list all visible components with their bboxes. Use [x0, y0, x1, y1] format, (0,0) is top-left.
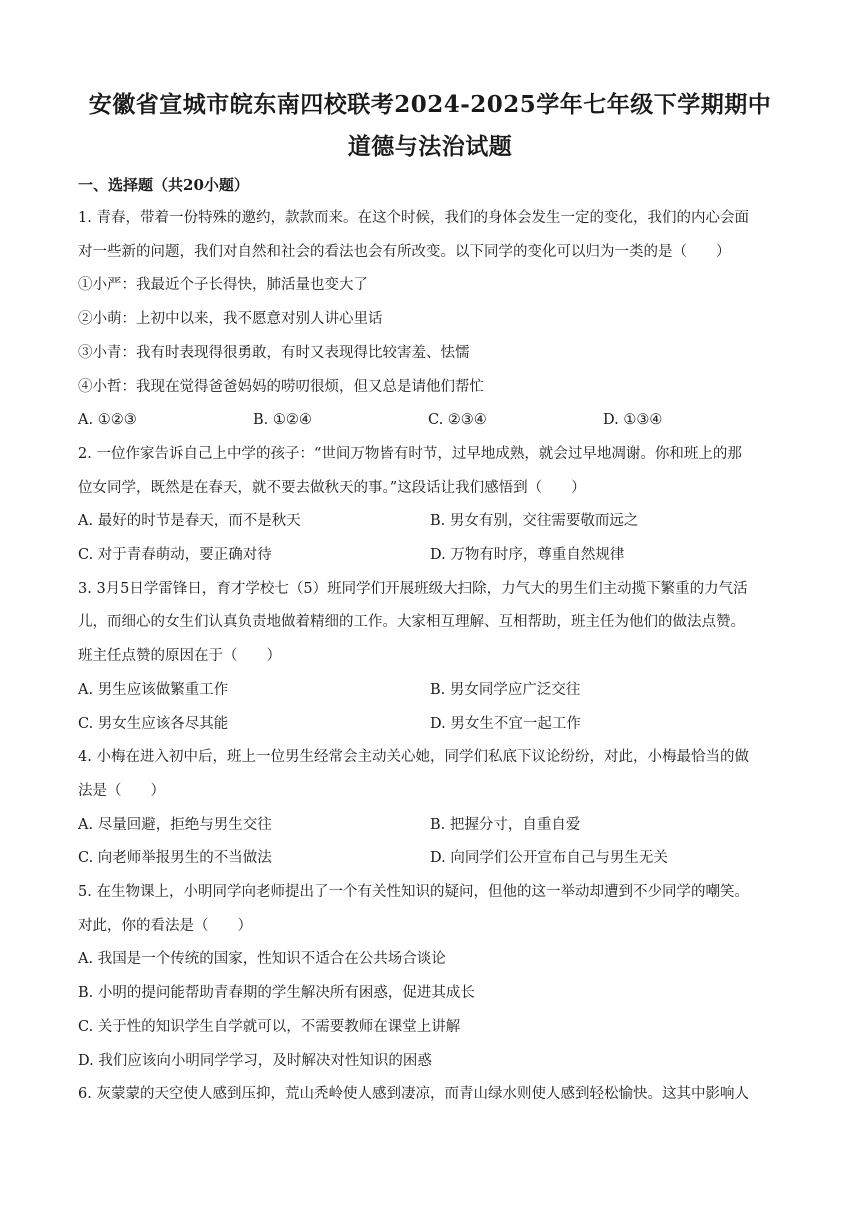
question-2-stem-line-1: 2. 一位作家告诉自己上中学的孩子：“世间万物皆有时节，过早地成熟，就会过早地凋谢。你和班上的那 — [78, 445, 742, 462]
question-2 — [78, 438, 782, 573]
question-4-stem-line-1: 4. 小梅在进入初中后，班上一位男生经常会主动关心她，同学们私底下议论纷纷，对此，小梅最恰当的做 — [78, 749, 749, 766]
option-d: D. 万物有时序，尊重自然规律 — [430, 547, 625, 564]
option-c: C. 男女生应该各尽其能 — [78, 715, 229, 732]
option-c: C. 对于青春萌动，要正确对待 — [78, 547, 272, 564]
exam-title-line-1: 安徽省宣城市皖东南四校联考2024-2025学年七年级下学期期中 — [88, 91, 772, 118]
option-c: C. ②③④ — [428, 412, 487, 429]
question-1-stem-line-2: 对一些新的问题，我们对自然和社会的看法也会有所改变。以下同学的变化可以归为一类的是（ ） — [78, 243, 731, 260]
option-a: A. 最好的时节是春天，而不是秋天 — [78, 513, 301, 530]
question-3-stem-line-2: 儿，而细心的女生们认真负责地做着精细的工作。大家相互理解、互相帮助，班主任为他们的做法点赞。 — [78, 614, 745, 631]
question-3-stem-line-1: 3. 3月5日学雷锋日，育才学校七（5）班同学们开展班级大扫除，力气大的男生们主动揽下繁重的力气活 — [78, 580, 748, 597]
question-4-options-row-1 — [78, 809, 782, 843]
question-3-stem-line-3: 班主任点赞的原因在于（ ） — [78, 648, 281, 665]
question-6-stem-line-1: 6. 灰蒙蒙的天空使人感到压抑，荒山秃岭使人感到凄凉，而青山绿水则使人感到轻松愉快。这其中影响人 — [78, 1086, 749, 1103]
question-2-options-row-1 — [78, 505, 782, 539]
question-4-options-row-2 — [78, 842, 782, 876]
question-5-stem-line-2: 对此，你的看法是（ ） — [78, 917, 252, 934]
option-b: B. 男女同学应广泛交往 — [430, 681, 581, 698]
question-1-stem-line-1: 1. 青春，带着一份特殊的邀约，款款而来。在这个时候，我们的身体会发生一定的变化，我们的内心会面 — [78, 210, 749, 226]
option-d: D. 向同学们公开宣布自己与男生无关 — [430, 850, 668, 867]
option-a: A. ①②③ — [78, 412, 137, 429]
question-1 — [78, 202, 782, 438]
option-b: B. 男女有别，交往需要敬而远之 — [430, 513, 639, 530]
question-4-stem-line-2: 法是（ ） — [78, 782, 165, 799]
question-1-item-1: ①小严：我最近个子长得快，肺活量也变大了 — [78, 277, 368, 294]
question-4 — [78, 741, 782, 876]
question-2-stem-line-2: 位女同学，既然是在春天，就不要去做秋天的事。”这段话让我们感悟到（ ） — [78, 479, 586, 496]
option-c: C. 向老师举报男生的不当做法 — [78, 850, 272, 867]
section-heading: 一、选择题（共20小题） — [78, 176, 249, 194]
option-d: D. ①③④ — [603, 412, 663, 429]
question-5 — [78, 876, 782, 1078]
option-d: D. 男女生不宜一起工作 — [430, 715, 581, 732]
option-d: D. 我们应该向小明同学学习，及时解决对性知识的困惑 — [78, 1052, 432, 1069]
question-2-options-row-2 — [78, 539, 782, 573]
option-b: B. 小明的提问能帮助青春期的学生解决所有困惑，促进其成长 — [78, 985, 475, 1002]
question-6 — [78, 1078, 782, 1112]
question-3 — [78, 573, 782, 742]
option-a: A. 男生应该做繁重工作 — [78, 681, 229, 698]
option-b: B. ①②④ — [253, 412, 312, 429]
question-3-options-row-1 — [78, 674, 782, 708]
question-1-item-4: ④小哲：我现在觉得爸爸妈妈的唠叨很烦，但又总是请他们帮忙 — [78, 378, 484, 395]
question-3-options-row-2 — [78, 708, 782, 742]
option-a: A. 尽量回避，拒绝与男生交往 — [78, 816, 272, 833]
question-5-stem-line-1: 5. 在生物课上，小明同学向老师提出了一个有关性知识的疑问，但他的这一举动却遭到不少同学的嘲笑。 — [78, 884, 749, 901]
question-1-item-3: ③小青：我有时表现得很勇敢，有时又表现得比较害羞、怯懦 — [78, 344, 470, 361]
question-1-options — [78, 404, 782, 438]
option-b: B. 把握分寸，自重自爱 — [430, 816, 581, 833]
option-c: C. 关于性的知识学生自学就可以，不需要教师在课堂上讲解 — [78, 1018, 461, 1035]
option-a: A. 我国是一个传统的国家，性知识不适合在公共场合谈论 — [78, 951, 446, 968]
exam-title-line-2: 道德与法治试题 — [347, 133, 513, 160]
question-1-item-2: ②小萌：上初中以来，我不愿意对别人讲心里话 — [78, 311, 383, 328]
